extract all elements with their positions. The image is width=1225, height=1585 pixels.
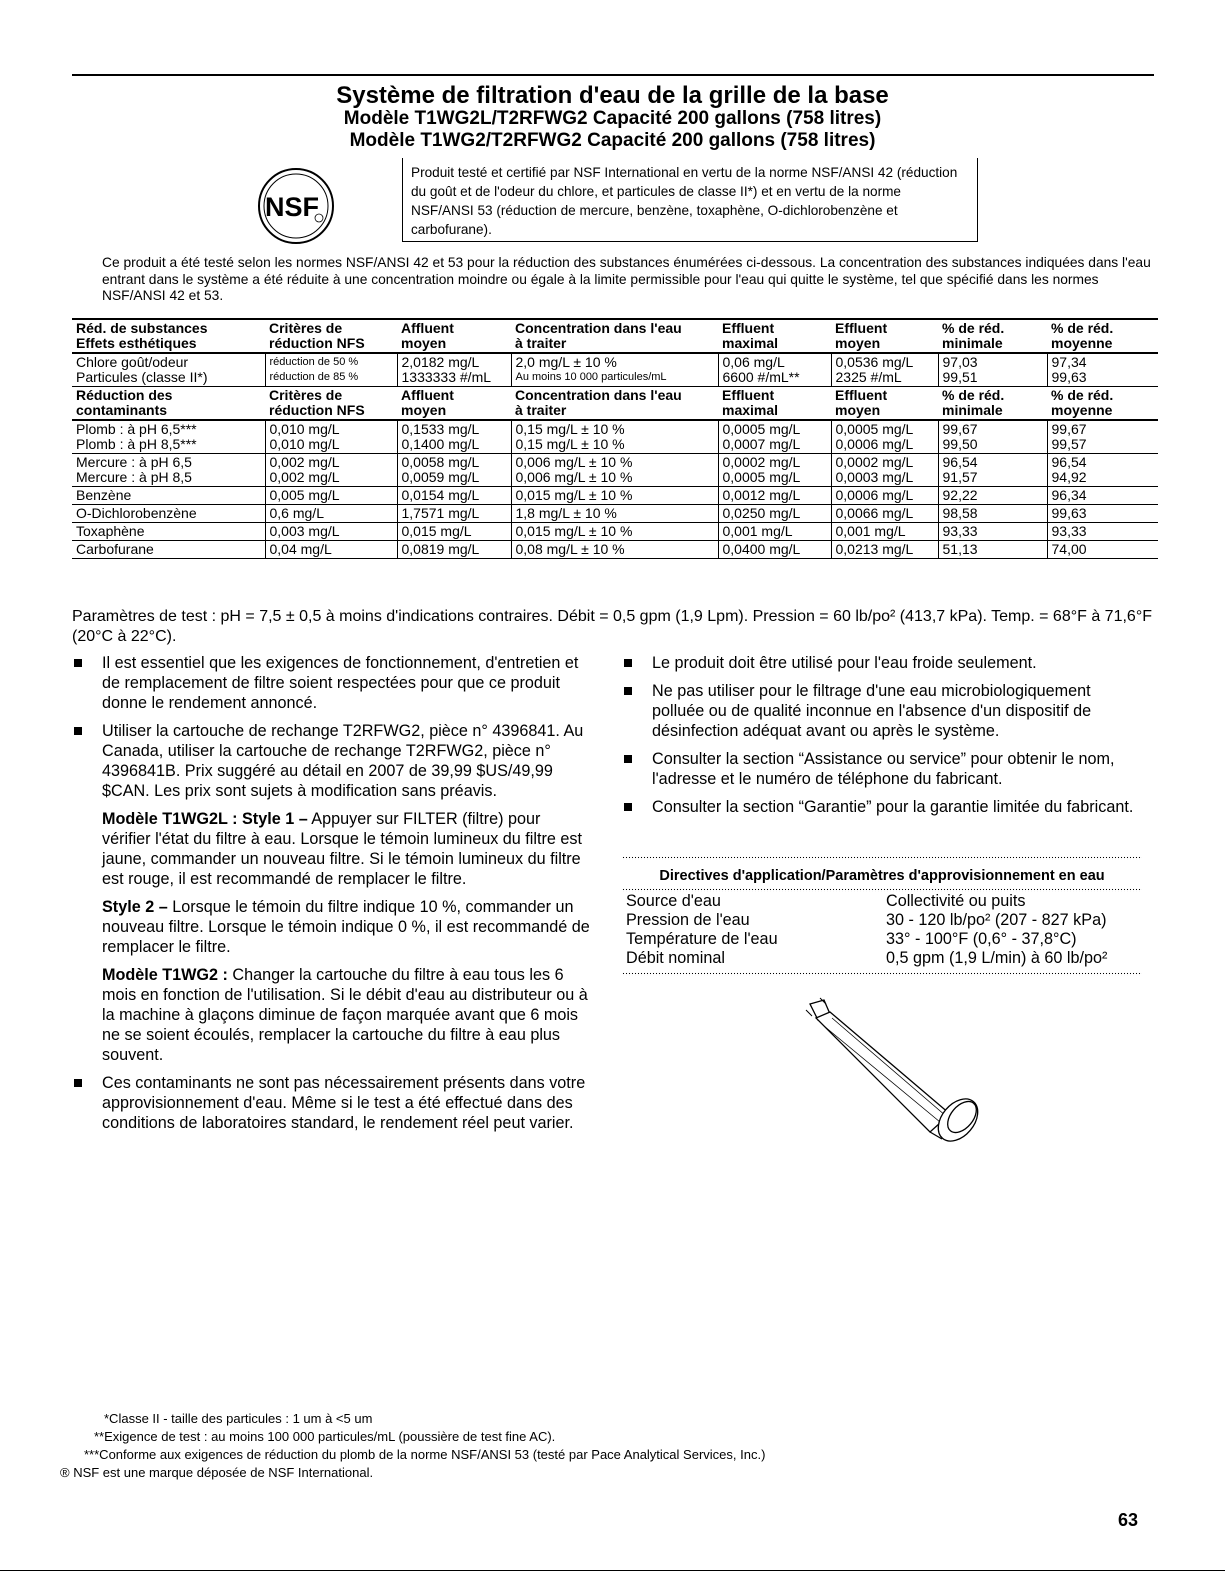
table-row bbox=[72, 454, 1158, 487]
list-item: Consulter la section “Garantie” pour la garantie limitée du fabricant. bbox=[622, 797, 1147, 817]
directive-row: Source d'eau Collectivité ou puits bbox=[626, 892, 1026, 910]
table-header-cell: Effluent maximal bbox=[718, 319, 831, 353]
table-cell: 0,0006 mg/L bbox=[831, 487, 938, 505]
style1-paragraph: Modèle T1WG2L : Style 1 – Appuyer sur FILTER (filtre) pour vérifier l'état du filtre à eau. Lorsque le témoin lumineux du filtre est jaune, commander un nouveau filtre. Si le témoin lumineux du filtre est rouge, il est recommandé de remplacer le filtre. bbox=[102, 810, 582, 888]
table-cell: 99,67 99,50 bbox=[938, 420, 1047, 454]
footnote-3: ***Conforme aux exigences de réduction du plomb de la norme NSF/ANSI 53 (testé par Pace Analytical Services, Inc.) bbox=[84, 1447, 766, 1462]
table-cell: 96,54 94,92 bbox=[1047, 454, 1158, 487]
footnote-1: *Classe II - taille des particules : 1 um à <5 um bbox=[104, 1411, 373, 1426]
table-cell: Mercure : à pH 6,5 Mercure : à pH 8,5 bbox=[72, 454, 265, 487]
table-row bbox=[72, 541, 1158, 559]
list-item: Consulter la section “Assistance ou service” pour obtenir le nom, l'adresse et le numéro de téléphone du fabricant. bbox=[622, 749, 1147, 789]
table-cell: Benzène bbox=[72, 487, 265, 505]
table-header-cell: % de réd. moyenne bbox=[1051, 387, 1114, 418]
page-title: Système de filtration d'eau de la grille de la base bbox=[336, 82, 889, 109]
table-cell: 0,08 mg/L ± 10 % bbox=[511, 541, 718, 559]
table-cell: 0,1533 mg/L 0,1400 mg/L bbox=[397, 420, 511, 454]
table-cell: 97,34 99,63 bbox=[1047, 353, 1158, 387]
list-item: Ne pas utiliser pour le filtrage d'une eau microbiologiquement polluée ou de qualité inconnue en l'absence d'un dispositif de désinfection adéquat avant ou après le système. bbox=[622, 681, 1147, 741]
table-cell: 0,0058 mg/L 0,0059 mg/L bbox=[397, 454, 511, 487]
table-cell: 0,0819 mg/L bbox=[397, 541, 511, 559]
table-row bbox=[72, 420, 1158, 454]
table-header-cell: Concentration dans l'eau à traiter bbox=[511, 319, 718, 353]
table-cell: 0,04 mg/L bbox=[265, 541, 397, 559]
table-header-cell: Effluent moyen bbox=[835, 387, 888, 418]
intro-paragraph: Ce produit a été testé selon les normes NSF/ANSI 42 et 53 pour la réduction des substances énumérées ci-dessous. La concentration des substances indiquées dans l'eau entrant dans le système a été réduite à une concentration moindre ou égale à la limite permissible pour l'eau qui quitte le système, tel que spécifié dans les normes NSF/ANSI 42 et 53. bbox=[102, 255, 1151, 303]
table-header-cell: % de réd. minimale bbox=[942, 387, 1005, 418]
table-cell: 0,015 mg/L bbox=[397, 523, 511, 541]
table-cell: 0,6 mg/L bbox=[265, 505, 397, 523]
table-header-cell: Affluent moyen bbox=[397, 319, 511, 353]
directive-row: Température de l'eau 33° - 100°F (0,6° - 37,8°C) bbox=[626, 930, 1077, 948]
directives-box bbox=[622, 856, 1142, 976]
test-parameters: Paramètres de test : pH = 7,5 ± 0,5 à moins d'indications contraires. Débit = 0,5 gpm (1,9 Lpm). Pression = 60 lb/po² (413,7 kPa). Temp. = 68°F à 71,6°F (20°C à 22°C). bbox=[72, 608, 1152, 645]
table-header-cell: Affluent moyen bbox=[401, 387, 454, 418]
table-cell: réduction de 50 % réduction de 85 % bbox=[265, 353, 397, 387]
table-cell: 0,015 mg/L ± 10 % bbox=[511, 487, 718, 505]
table-cell: 96,54 91,57 bbox=[938, 454, 1047, 487]
table-cell: 93,33 bbox=[938, 523, 1047, 541]
right-column bbox=[622, 653, 1147, 825]
table-cell: O-Dichlorobenzène bbox=[72, 505, 265, 523]
footnote-trademark: ® NSF est une marque déposée de NSF International. bbox=[60, 1465, 374, 1480]
table-cell: 0,0250 mg/L bbox=[718, 505, 831, 523]
table-cell: 0,001 mg/L bbox=[831, 523, 938, 541]
table-cell: 0,002 mg/L 0,002 mg/L bbox=[265, 454, 397, 487]
table-cell: 96,34 bbox=[1047, 487, 1158, 505]
table-cell: 0,0002 mg/L 0,0005 mg/L bbox=[718, 454, 831, 487]
table-cell: 99,63 bbox=[1047, 505, 1158, 523]
table-header-cell: Effluent maximal bbox=[722, 387, 779, 418]
table-header-cell: Effluent moyen bbox=[831, 319, 938, 353]
table-cell: 0,0002 mg/L 0,0003 mg/L bbox=[831, 454, 938, 487]
table-header-row bbox=[72, 319, 1158, 353]
table-row bbox=[72, 505, 1158, 523]
footnotes bbox=[60, 1410, 765, 1482]
model-heading-2: Modèle T1WG2/T2RFWG2 Capacité 200 gallons (758 litres) bbox=[349, 130, 876, 151]
table-cell: 0,0066 mg/L bbox=[831, 505, 938, 523]
page-number: 63 bbox=[1118, 1510, 1139, 1530]
table-cell: 97,03 99,51 bbox=[938, 353, 1047, 387]
table-row bbox=[72, 353, 1158, 387]
style2-paragraph: Style 2 – Lorsque le témoin du filtre indique 10 %, commander un nouveau filtre. Lorsque le témoin indique 0 %, il est recommandé de remplacer le filtre. bbox=[102, 898, 590, 956]
left-column bbox=[72, 653, 592, 1141]
table-cell: Carbofurane bbox=[72, 541, 265, 559]
table-header-cell: % de réd. minimale bbox=[938, 319, 1047, 353]
table-cell: 99,67 99,57 bbox=[1047, 420, 1158, 454]
table-cell: Toxaphène bbox=[72, 523, 265, 541]
table-cell: 98,58 bbox=[938, 505, 1047, 523]
table-cell: Plomb : à pH 6,5*** Plomb : à pH 8,5*** bbox=[72, 420, 265, 454]
list-item: Utiliser la cartouche de rechange T2RFWG2, pièce n° 4396841. Au Canada, utiliser la cartouche de rechange T2RFWG2, pièce n° 4396841B. Prix suggéré au détail en 2007 de 39,99 $US/49,99 $CAN. Les prix sont sujets à modification sans préavis. bbox=[72, 721, 592, 801]
directives-title: Directives d'application/Paramètres d'approvisionnement en eau bbox=[659, 868, 1105, 884]
bottom-rule bbox=[0, 1570, 1225, 1571]
table-cell: 2,0 mg/L ± 10 % Au moins 10 000 particules/mL bbox=[511, 353, 718, 387]
table-cell: 0,001 mg/L bbox=[718, 523, 831, 541]
table-row bbox=[72, 487, 1158, 505]
table-cell: 2,0182 mg/L 1333333 #/mL bbox=[397, 353, 511, 387]
table-header-row bbox=[72, 387, 1158, 421]
table-cell: 0,0005 mg/L 0,0006 mg/L bbox=[831, 420, 938, 454]
table-cell: 0,0536 mg/L 2325 #/mL bbox=[831, 353, 938, 387]
list-item: Ces contaminants ne sont pas nécessairement présents dans votre approvisionnement d'eau. Même si le test a été effectué dans des conditions de laboratoires standard, le rendement réel peut varier. bbox=[72, 1073, 592, 1133]
table-row bbox=[72, 523, 1158, 541]
table-cell: 0,0005 mg/L 0,0007 mg/L bbox=[718, 420, 831, 454]
table-cell: 0,06 mg/L 6600 #/mL** bbox=[718, 353, 831, 387]
top-rule bbox=[72, 74, 1154, 76]
table-cell: 0,0154 mg/L bbox=[397, 487, 511, 505]
performance-table bbox=[72, 318, 1158, 559]
table-cell: 0,010 mg/L 0,010 mg/L bbox=[265, 420, 397, 454]
table-cell: 0,006 mg/L ± 10 % 0,006 mg/L ± 10 % bbox=[511, 454, 718, 487]
list-item: Le produit doit être utilisé pour l'eau froide seulement. bbox=[622, 653, 1147, 673]
table-cell: 0,0400 mg/L bbox=[718, 541, 831, 559]
table-cell: 1,8 mg/L ± 10 % bbox=[511, 505, 718, 523]
table-header-cell: Critères de réduction NFS bbox=[265, 319, 397, 353]
model-heading-1: Modèle T1WG2L/T2RFWG2 Capacité 200 gallons (758 litres) bbox=[343, 108, 882, 129]
certification-box: Produit testé et certifié par NSF International en vertu de la norme NSF/ANSI 42 (réduction du goût et de l'odeur du chlore, et particules de classe II*) et en vertu de la norme NSF/ANSI 53 (réduction de mercure, benzène, toxaphène, O-dichlorobenzène et carbofurane). bbox=[402, 158, 978, 242]
table-cell: Chlore goût/odeur Particules (classe II*) bbox=[72, 353, 265, 387]
table-cell: 0,15 mg/L ± 10 % 0,15 mg/L ± 10 % bbox=[511, 420, 718, 454]
table-cell: 0,003 mg/L bbox=[265, 523, 397, 541]
table-header-cell: Réduction des contaminants bbox=[76, 387, 173, 418]
table-cell: 93,33 bbox=[1047, 523, 1158, 541]
directive-row: Débit nominal 0,5 gpm (1,9 L/min) à 60 lb/po² bbox=[626, 949, 1108, 967]
directive-row: Pression de l'eau 30 - 120 lb/po² (207 - 827 kPa) bbox=[626, 911, 1107, 929]
table-cell: 74,00 bbox=[1047, 541, 1158, 559]
table-cell: 0,0012 mg/L bbox=[718, 487, 831, 505]
nsf-logo-text: NSF bbox=[265, 192, 319, 222]
table-header-cell: Concentration dans l'eau à traiter bbox=[515, 387, 682, 418]
table-cell: 92,22 bbox=[938, 487, 1047, 505]
table-header-cell: Critères de réduction NFS bbox=[269, 387, 365, 418]
table-cell: 1,7571 mg/L bbox=[397, 505, 511, 523]
table-header-cell: Réd. de substances Effets esthétiques bbox=[72, 319, 265, 353]
table-cell: 0,015 mg/L ± 10 % bbox=[511, 523, 718, 541]
footnote-2: **Exigence de test : au moins 100 000 particules/mL (poussière de test fine AC). bbox=[94, 1429, 556, 1444]
model-t1wg2-paragraph: Modèle T1WG2 : Changer la cartouche du filtre à eau tous les 6 mois en fonction de l'utilisation. Si le débit d'eau au distributeur ou à la machine à glaçons diminue de façon marquée avant que 6 mois ne se soient écoulés, remplacer la cartouche du filtre à eau plus souvent. bbox=[102, 966, 588, 1064]
nsf-logo-icon bbox=[256, 166, 336, 246]
list-item: Il est essentiel que les exigences de fonctionnement, d'entretien et de remplacement de filtre soient respectées pour que ce produit donne le rendement annoncé. bbox=[72, 653, 592, 713]
dotted-rule bbox=[622, 972, 1142, 976]
table-cell: 0,0213 mg/L bbox=[831, 541, 938, 559]
table-cell: 51,13 bbox=[938, 541, 1047, 559]
table-header-cell: % de réd. moyenne bbox=[1047, 319, 1158, 353]
water-filter-cartridge-icon bbox=[790, 996, 1000, 1146]
table-cell: 0,005 mg/L bbox=[265, 487, 397, 505]
